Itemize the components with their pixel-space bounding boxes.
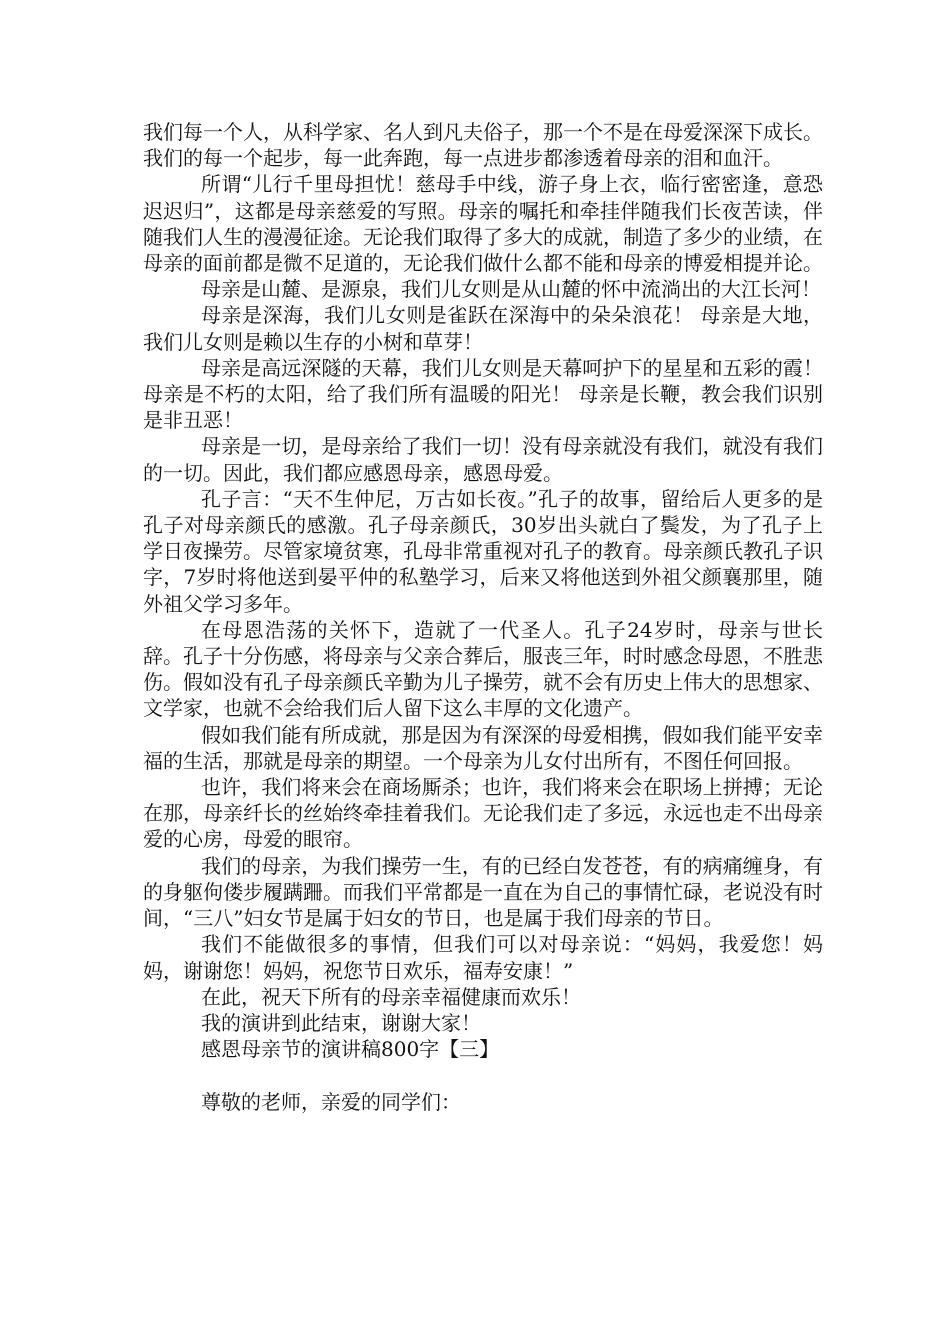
paragraph-9: 假如我们能有所成就，那是因为有深深的母爱相携，假如我们能平安幸福的生活，那就是母亲的期望。一个母亲为儿女付出所有，不图任何回报。	[143, 722, 823, 773]
paragraph-4: 母亲是深海，我们儿女则是雀跃在深海中的朵朵浪花！ 母亲是大地，我们儿女则是赖以生存的小树和草芽！	[143, 303, 823, 354]
closing-thanks: 我的演讲到此结束，谢谢大家！	[201, 1010, 481, 1035]
section-heading: 感恩母亲节的演讲稿800字【三】	[201, 1037, 500, 1062]
salutation: 尊敬的老师，亲爱的同学们：	[201, 1089, 461, 1114]
paragraph-6: 母亲是一切，是母亲给了我们一切！没有母亲就没有我们，就没有我们的一切。因此，我们都应感恩母亲，感恩母爱。	[143, 434, 823, 485]
paragraph-7: 孔子言：“天不生仲尼，万古如长夜。”孔子的故事，留给后人更多的是孔子对母亲颜氏的感激。孔子母亲颜氏，30岁出头就白了鬓发，为了孔子上学日夜操劳。尽管家境贫寒，孔母非常重视对孔子的教育。母亲颜氏教孔子识字，7岁时将他送到晏平仲的私塾学习，后来又将他送到外祖父颜襄那里，随外祖父学习多年。	[143, 486, 823, 616]
paragraph-11: 我们的母亲，为我们操劳一生，有的已经白发苍苍，有的病痛缠身，有的身躯佝偻步履蹒跚。而我们平常都是一直在为自己的事情忙碌，老说没有时间，“三八”妇女节是属于妇女的节日，也是属于我们母亲的节日。	[143, 853, 823, 931]
paragraph-2: 所谓“儿行千里母担忧！慈母手中线，游子身上衣，临行密密逢，意恐迟迟归”，这都是母亲慈爱的写照。母亲的嘱托和牵挂伴随我们长夜苦读，伴随我们人生的漫漫征途。无论我们取得了多大的成就，制造了多少的业绩，在母亲的面前都是微不足道的，无论我们做什么都不能和母亲的博爱相提并论。	[143, 172, 823, 276]
closing-wish: 在此，祝天下所有的母亲幸福健康而欢乐！	[201, 984, 581, 1009]
paragraph-8: 在母恩浩荡的关怀下，造就了一代圣人。孔子24岁时，母亲与世长辞。孔子十分伤感，将母亲与父亲合葬后，服丧三年，时时感念母恩，不胜悲伤。假如没有孔子母亲颜氏辛勤为儿子操劳，就不会有历史上伟大的思想家、文学家，也就不会给我们后人留下这么丰厚的文化遗产。	[143, 617, 823, 721]
paragraph-3: 母亲是山麓、是源泉，我们儿女则是从山麓的怀中流淌出的大江长河！	[201, 277, 821, 302]
document-body	[143, 119, 823, 1115]
paragraph-12: 我们不能做很多的事情，但我们可以对母亲说：“妈妈，我爱您！妈妈，谢谢您！妈妈，祝您节日欢乐，福寿安康！”	[143, 932, 823, 983]
paragraph-1: 我们每一个人，从科学家、名人到凡夫俗子，那一个不是在母爱深深下成长。我们的每一个起步，每一此奔跑，每一点进步都渗透着母亲的泪和血汗。	[143, 120, 823, 171]
paragraph-10: 也许，我们将来会在商场厮杀；也许，我们将来会在职场上拼搏；无论在那，母亲纤长的丝始终牵挂着我们。无论我们走了多远，永远也走不出母亲爱的心房，母爱的眼帘。	[143, 775, 823, 852]
blank-line	[143, 1062, 823, 1088]
paragraph-5: 母亲是高远深隧的天幕，我们儿女则是天幕呵护下的星星和五彩的霞！ 母亲是不朽的太阳，给了我们所有温暖的阳光！ 母亲是长鞭，教会我们识别是非丑恶！	[143, 355, 823, 433]
